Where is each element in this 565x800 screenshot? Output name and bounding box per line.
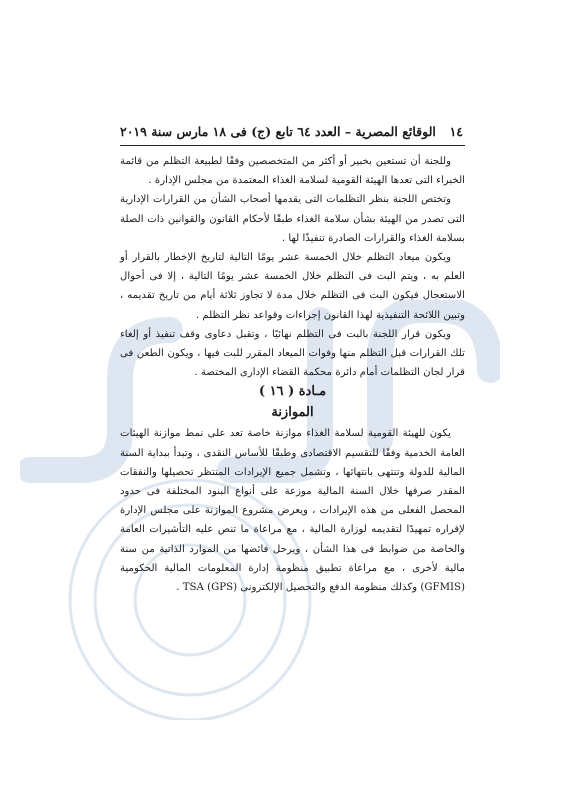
paragraph: ويكون ميعاد التظلم خلال الخمسة عشر يومًا التالية لتاريخ الإخطار بالقرار أو العلم به ، ويتم البت فى التظلم خلال الخمسة عشر يومًا التالية ، إلا فى أحوال الاستعجال فيكون البت فى التظلم خلال مدة لا تجاوز ثلاثة أيام من تاريخ تقديمه ، وتبين اللائحة التنفيذية لهذا القانون إجراءات وقواعد نظر التظلم . [120, 252, 465, 321]
paragraph: وللجنة أن تستعين بخبير أو أكثر من المتخصصين وفقًا لطبيعة التظلم من قائمة الخبراء التى تعدها الهيئة القومية لسلامة الغذاء المعتمدة من مجلس الإدارة . [120, 156, 465, 187]
paragraph: ويكون قرار اللجنة بالبت فى التظلم نهائيًا ، وتقبل دعاوى وقف تنفيذ أو إلغاء تلك القرارات قبل التظلم منها وفوات الميعاد المقرر للبت فيها ، ويكون الطعن فى قرار لجان التظلمات أمام دائرة محكمة القضاء الإدارى المختصة . [120, 328, 465, 379]
header-divider [120, 145, 465, 146]
paragraph: وتختص اللجنة بنظر التظلمات التى يقدمها أصحاب الشأن من القرارات الإدارية التى تصدر من الهيئة بشأن سلامة الغذاء طبقًا لأحكام القانون والقوانين ذات الصلة بسلامة الغذاء والقرارات الصادرة تنفيذًا لها . [120, 194, 465, 244]
article-heading: مـادة ( ١٦ ) [258, 384, 327, 400]
document-body [120, 152, 465, 597]
section-heading: الموازنة [271, 405, 314, 421]
page-number: ١٤ [449, 124, 463, 139]
gazette-title: الوقائع المصرية – العدد ٦٤ تابع (ج) فى ١٨ مارس سنة ٢٠١٩ [120, 124, 436, 139]
page-header [120, 124, 463, 144]
paragraph: يكون للهيئة القومية لسلامة الغذاء موازنة خاصة تعد على نمط موازنة الهيئات العامة الخدمية وفقًا للتقسيم الاقتصادى وطبقًا للأساس النقدى ، وتبدأ ببداية السنة المالية للدولة وتنتهى بانتهائها ، وتشمل جميع الإيرادات المنتظر تحصيلها والنفقات المقدر صرفها خلال السنة المالية موزعة على أنواع البنود المختلفة فى حدود المحصل الفعلى من هذه الإيرادات ، ويعرض مشروع الموازنة على مجلس الإدارة لإقراره تمهيدًا لتقديمه لوزارة المالية ، مع مراعاة ما تنص عليه التأشيرات العامة والخاصة من ضوابط فى هذا الشأن ، ويرحل فائضها من الموارد الذاتية من سنة مالية لأخرى ، مع مراعاة تطبيق منظومة إدارة المعلومات المالية الحكومية (GFMIS) وكذلك منظومة الدفع والتحصيل الإلكترونى TSA (GPS) . [120, 428, 465, 594]
